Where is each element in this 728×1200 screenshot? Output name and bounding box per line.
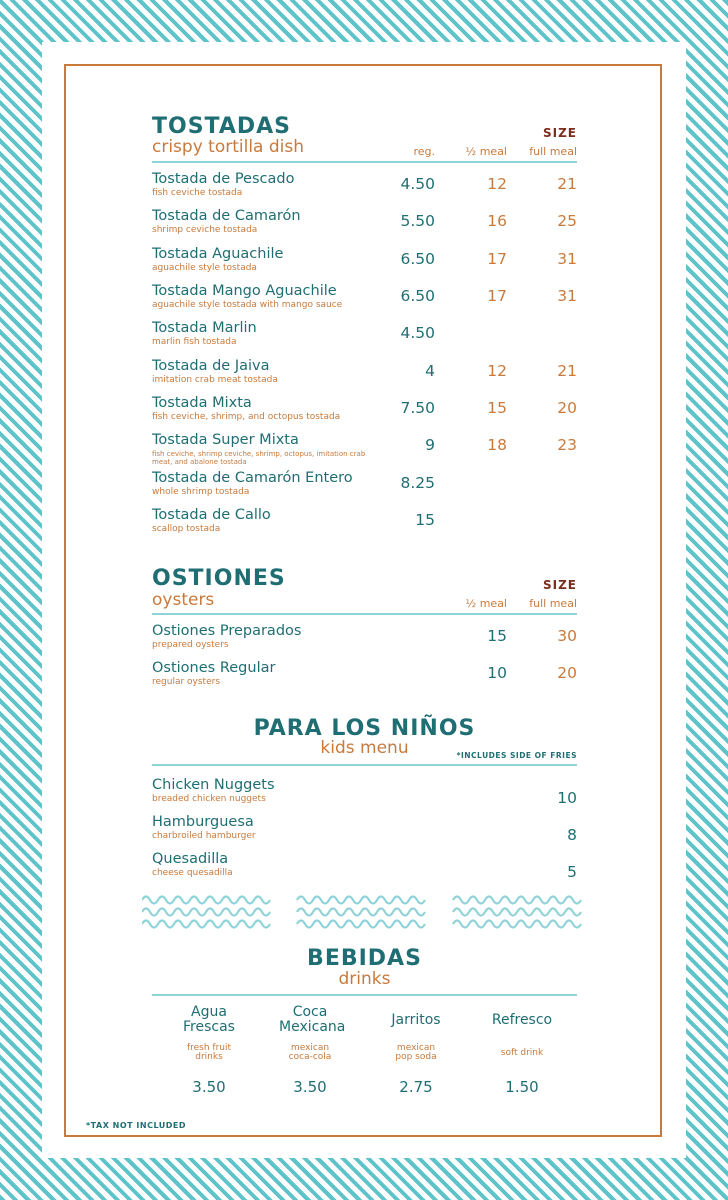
item-description: fish ceviche, shrimp ceviche, shrimp, octopus, imitation crab meat, and abalone tostada: [152, 450, 366, 466]
drink-description: [472, 1040, 572, 1066]
price-regular: 9: [425, 436, 435, 454]
tostada-item: [152, 507, 577, 543]
tostadas-size-label: SIZE: [542, 126, 577, 140]
drink-name: [260, 1004, 360, 1036]
drink-price: 2.75: [399, 1078, 433, 1096]
tostada-item: [152, 283, 577, 319]
wave-line: [142, 909, 270, 916]
ostiones-size-label: SIZE: [542, 578, 577, 592]
item-name: Tostada Aguachile: [152, 246, 284, 262]
ninos-title: PARA LOS NIÑOS: [253, 716, 476, 741]
item-name: Tostada de Camarón Entero: [152, 470, 353, 486]
ostiones-col-full-header: full meal: [529, 597, 577, 610]
item-name: Tostada Super Mixta: [152, 432, 299, 448]
price-half-meal: 17: [487, 287, 507, 305]
drink-item: [366, 1004, 466, 1096]
price-half-meal: 12: [487, 175, 507, 193]
drink-price: 3.50: [293, 1078, 327, 1096]
drink-item: [472, 1004, 572, 1096]
col-full-header: full meal: [529, 145, 577, 158]
price-regular: 7.50: [400, 399, 435, 417]
tostada-item: [152, 470, 577, 506]
price-full-meal: 20: [557, 399, 577, 417]
price-regular: 6.50: [400, 287, 435, 305]
price-full-meal: 23: [557, 436, 577, 454]
item-name: Tostada Marlin: [152, 320, 257, 336]
price-full-meal: 25: [557, 212, 577, 230]
tostada-item: [152, 358, 577, 394]
item-description: aguachile style tostada with mango sauce: [152, 300, 343, 310]
tostada-item: [152, 246, 577, 282]
price-half-meal: 12: [487, 362, 507, 380]
drink-description-text: mexican pop soda: [395, 1043, 437, 1062]
item-name: Tostada de Camarón: [152, 208, 301, 224]
drink-price: 3.50: [192, 1078, 226, 1096]
wave-line: [142, 897, 270, 904]
item-name: Chicken Nuggets: [152, 777, 275, 793]
ninos-rule: [152, 764, 577, 766]
kids-item: [152, 814, 577, 850]
drink-description: [260, 1040, 360, 1066]
tostada-item: [152, 171, 577, 207]
item-name: Tostada de Jaiva: [152, 358, 270, 374]
item-price: 8: [567, 826, 577, 844]
wave-line: [297, 921, 425, 928]
price-regular: 15: [415, 511, 435, 529]
drink-price: 1.50: [505, 1078, 539, 1096]
drink-name-text: Agua Frescas: [183, 1004, 235, 1035]
kids-item: [152, 851, 577, 887]
item-name: Ostiones Preparados: [152, 623, 302, 639]
drink-description-text: mexican coca-cola: [288, 1043, 332, 1062]
tostada-item: [152, 395, 577, 431]
price-full-meal: 30: [557, 627, 577, 645]
drink-name: [159, 1004, 259, 1036]
price-full-meal: 31: [557, 250, 577, 268]
item-description: breaded chicken nuggets: [152, 794, 266, 804]
ostiones-rule: [152, 613, 577, 615]
price-full-meal: 21: [557, 175, 577, 193]
item-description: shrimp ceviche tostada: [152, 225, 258, 235]
ninos-subtitle: kids menu: [320, 738, 409, 758]
item-description: marlin fish tostada: [152, 337, 237, 347]
wave-line: [453, 921, 581, 928]
price-regular: 4: [425, 362, 435, 380]
drink-name-text: Coca Mexicana: [279, 1004, 346, 1035]
bebidas-title: BEBIDAS: [307, 946, 422, 971]
ostiones-col-half-header: ½ meal: [465, 597, 507, 610]
item-name: Tostada Mango Aguachile: [152, 283, 337, 299]
tostada-item: [152, 320, 577, 356]
price-regular: 4.50: [400, 324, 435, 342]
item-price: 10: [557, 789, 577, 807]
item-description: regular oysters: [152, 677, 221, 687]
ostiones-title: OSTIONES: [152, 566, 286, 591]
price-full-meal: 21: [557, 362, 577, 380]
drink-name: [366, 1004, 466, 1036]
price-half-meal: 17: [487, 250, 507, 268]
kids-item: [152, 777, 577, 813]
price-regular: 5.50: [400, 212, 435, 230]
item-description: scallop tostada: [152, 524, 221, 534]
ostion-item: [152, 623, 577, 659]
item-name: Tostada de Callo: [152, 507, 271, 523]
wave-line: [142, 921, 270, 928]
item-description: fish ceviche, shrimp, and octopus tostada: [152, 412, 341, 422]
col-half-header: ½ meal: [465, 145, 507, 158]
drink-description-text: soft drink: [500, 1047, 544, 1058]
drink-name: [472, 1004, 572, 1036]
wave-decoration: [142, 892, 586, 936]
drink-name-text: Jarritos: [391, 1011, 441, 1028]
drink-description: [159, 1040, 259, 1066]
item-description: fish ceviche tostada: [152, 188, 243, 198]
drink-description: [366, 1040, 466, 1066]
item-name: Ostiones Regular: [152, 660, 276, 676]
drink-item: [260, 1004, 360, 1096]
bebidas-rule: [152, 994, 577, 996]
drink-item: [159, 1004, 259, 1096]
drink-description-text: fresh fruit drinks: [186, 1043, 232, 1062]
ostiones-subtitle: oysters: [152, 590, 215, 610]
item-description: cheese quesadilla: [152, 868, 233, 878]
price-half-meal: 16: [487, 212, 507, 230]
item-description: aguachile style tostada: [152, 263, 257, 273]
wave-line: [453, 909, 581, 916]
item-price: 5: [567, 863, 577, 881]
wave-line: [453, 897, 581, 904]
ninos-note: *INCLUDES SIDE OF FRIES: [456, 751, 577, 760]
tostadas-subtitle: crispy tortilla dish: [152, 137, 305, 157]
wave-line: [297, 909, 425, 916]
ostion-item: [152, 660, 577, 696]
drink-name-text: Refresco: [491, 1011, 553, 1028]
price-full-meal: 31: [557, 287, 577, 305]
item-description: whole shrimp tostada: [152, 487, 250, 497]
item-description: imitation crab meat tostada: [152, 375, 278, 385]
tax-note: *TAX NOT INCLUDED: [86, 1121, 186, 1130]
item-name: Tostada Mixta: [152, 395, 252, 411]
item-name: Quesadilla: [152, 851, 229, 867]
wave-line: [297, 897, 425, 904]
price-regular: 4.50: [400, 175, 435, 193]
tostada-item: [152, 208, 577, 244]
col-reg-header: reg.: [413, 145, 435, 158]
tostadas-title: TOSTADAS: [152, 114, 292, 139]
bebidas-subtitle: drinks: [338, 969, 391, 989]
price-regular: 8.25: [400, 474, 435, 492]
price-half-meal: 15: [487, 627, 507, 645]
price-half-meal: 10: [487, 664, 507, 682]
tostadas-rule: [152, 161, 577, 163]
price-half-meal: 15: [487, 399, 507, 417]
item-name: Hamburguesa: [152, 814, 254, 830]
item-description: prepared oysters: [152, 640, 229, 650]
price-full-meal: 20: [557, 664, 577, 682]
item-name: Tostada de Pescado: [152, 171, 295, 187]
price-regular: 6.50: [400, 250, 435, 268]
price-half-meal: 18: [487, 436, 507, 454]
tostada-item: [152, 432, 577, 468]
item-description: charbroiled hamburger: [152, 831, 256, 841]
